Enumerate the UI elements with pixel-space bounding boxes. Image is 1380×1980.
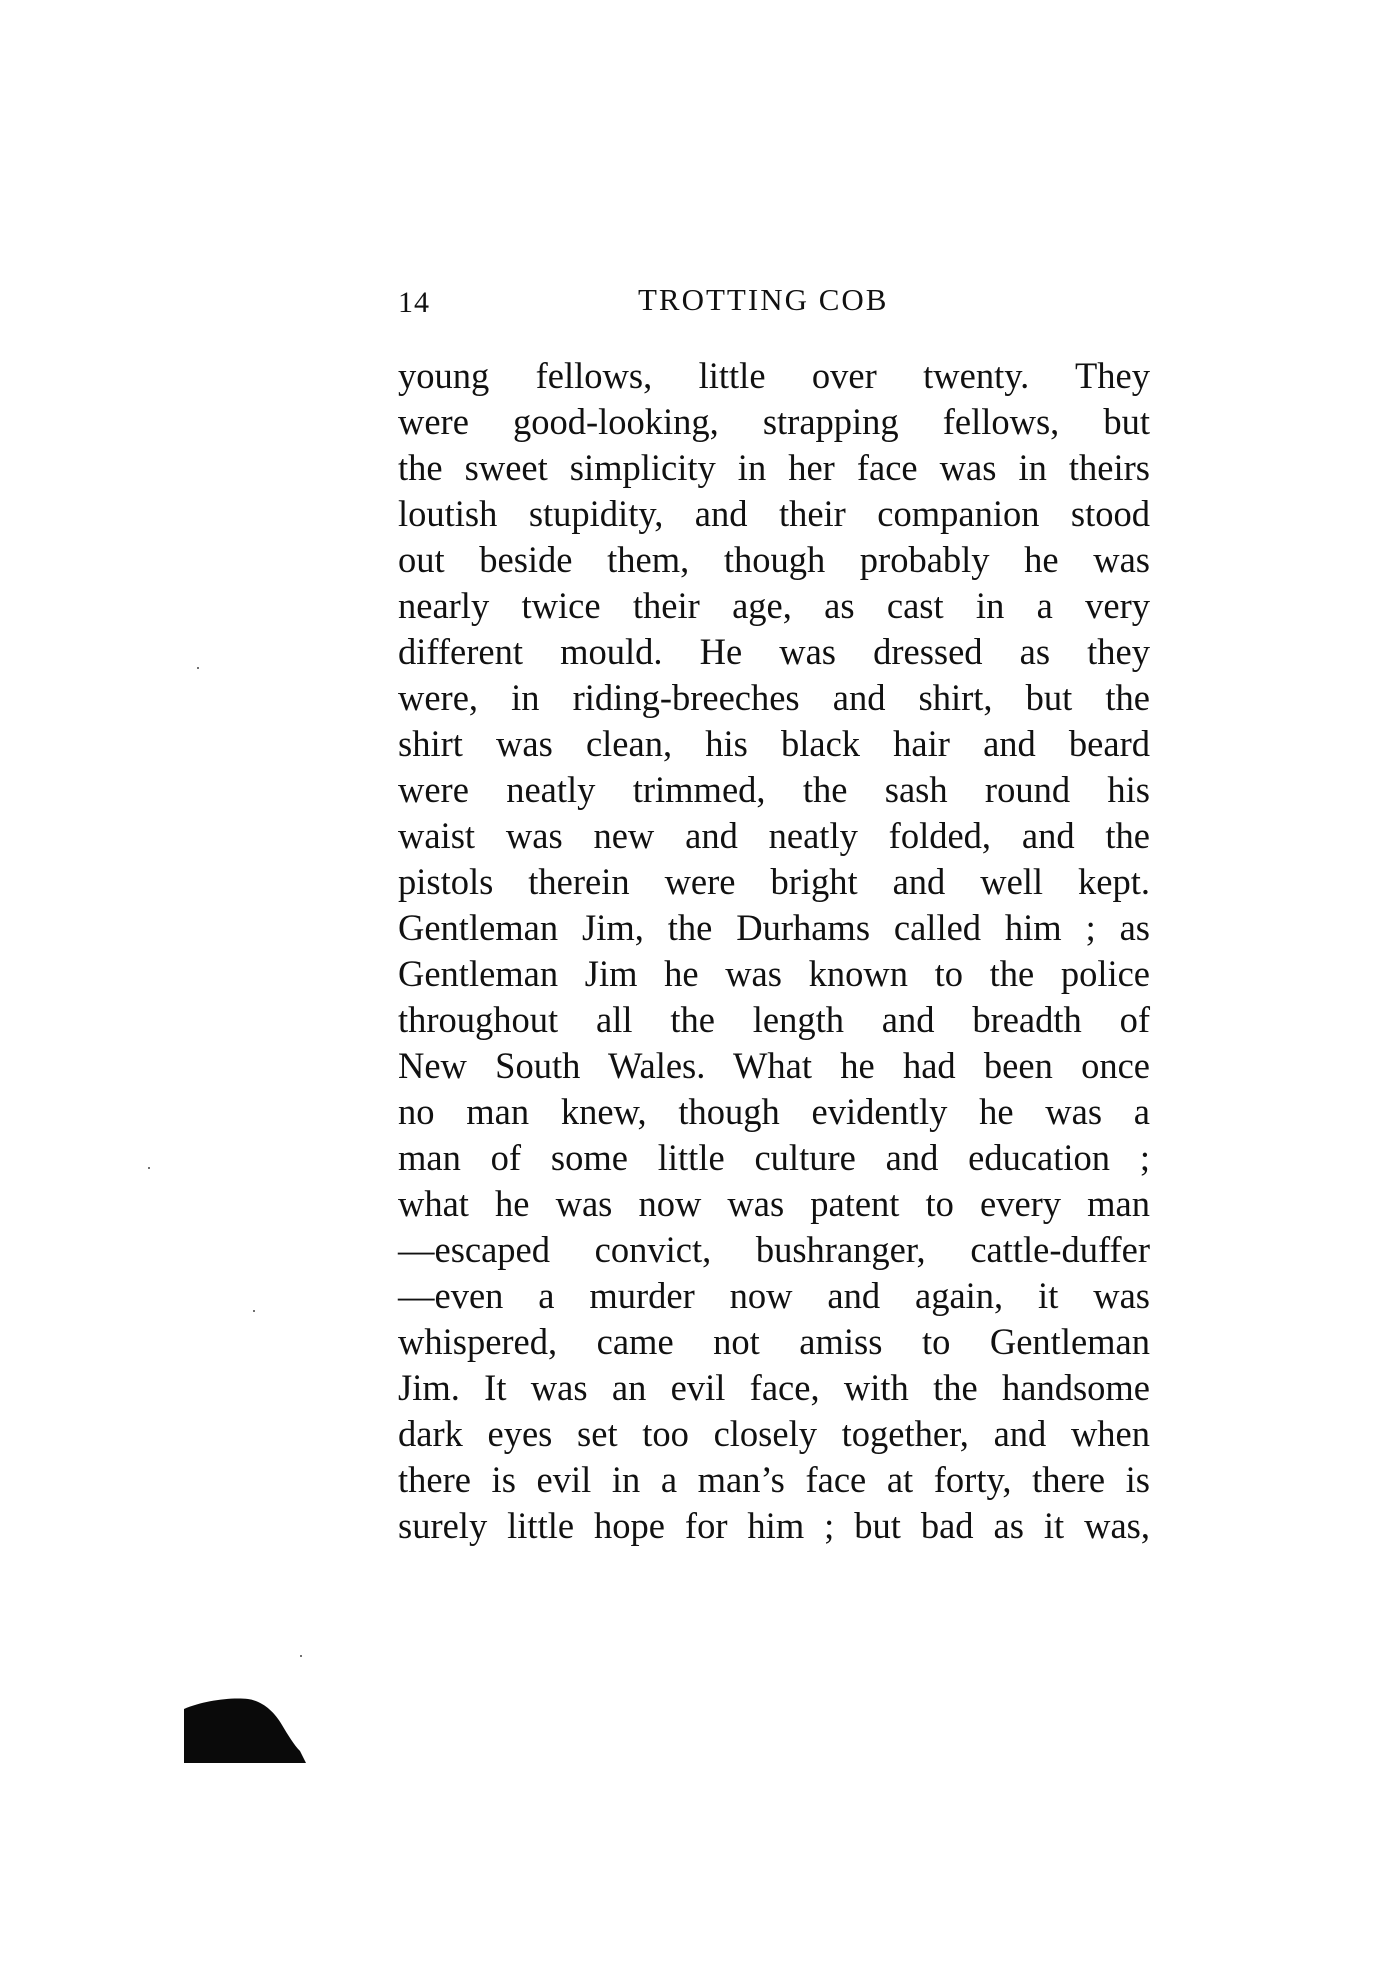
text-line: shirt was clean, his black hair and beard (398, 723, 1150, 764)
scan-speck (148, 1167, 150, 1169)
text-line: —escaped convict, bushranger, cattle-duffer (398, 1229, 1150, 1270)
text-line: the sweet simplicity in her face was in theirs (398, 447, 1150, 488)
text-line: were, in riding-breeches and shirt, but the (398, 677, 1150, 718)
text-line: pistols therein were bright and well kept. (398, 861, 1150, 902)
text-line: were neatly trimmed, the sash round his (398, 769, 1150, 810)
text-line: New South Wales. What he had been once (398, 1045, 1150, 1086)
body-paragraph (398, 353, 1150, 1549)
running-head (398, 282, 1150, 322)
running-title: TROTTING COB (638, 282, 889, 317)
text-line: dark eyes set too closely together, and when (398, 1413, 1150, 1454)
text-line: young fellows, little over twenty. They (398, 355, 1150, 396)
text-line: —even a murder now and again, it was (398, 1275, 1150, 1316)
text-line: nearly twice their age, as cast in a very (398, 585, 1150, 626)
text-line: Gentleman Jim he was known to the police (398, 953, 1150, 994)
text-line: no man knew, though evidently he was a (398, 1091, 1150, 1132)
text-line: loutish stupidity, and their companion stood (398, 493, 1150, 534)
scan-speck (197, 667, 199, 669)
text-line: man of some little culture and education ; (398, 1137, 1150, 1178)
text-line: Jim. It was an evil face, with the handsome (398, 1367, 1150, 1408)
page-number: 14 (398, 286, 430, 319)
ink-blot (182, 1685, 307, 1765)
text-line: what he was now was patent to every man (398, 1183, 1150, 1224)
text-line: were good-looking, strapping fellows, but (398, 401, 1150, 442)
text-line: there is evil in a man’s face at forty, there is (398, 1459, 1150, 1500)
text-line: surely little hope for him ; but bad as it was, (398, 1505, 1150, 1546)
text-line: Gentleman Jim, the Durhams called him ; as (398, 907, 1150, 948)
text-line: different mould. He was dressed as they (398, 631, 1150, 672)
text-line: waist was new and neatly folded, and the (398, 815, 1150, 856)
text-line: whispered, came not amiss to Gentleman (398, 1321, 1150, 1362)
scan-speck (300, 1655, 302, 1657)
text-line: out beside them, though probably he was (398, 539, 1150, 580)
scan-speck (253, 1310, 255, 1312)
text-line: throughout all the length and breadth of (398, 999, 1150, 1040)
